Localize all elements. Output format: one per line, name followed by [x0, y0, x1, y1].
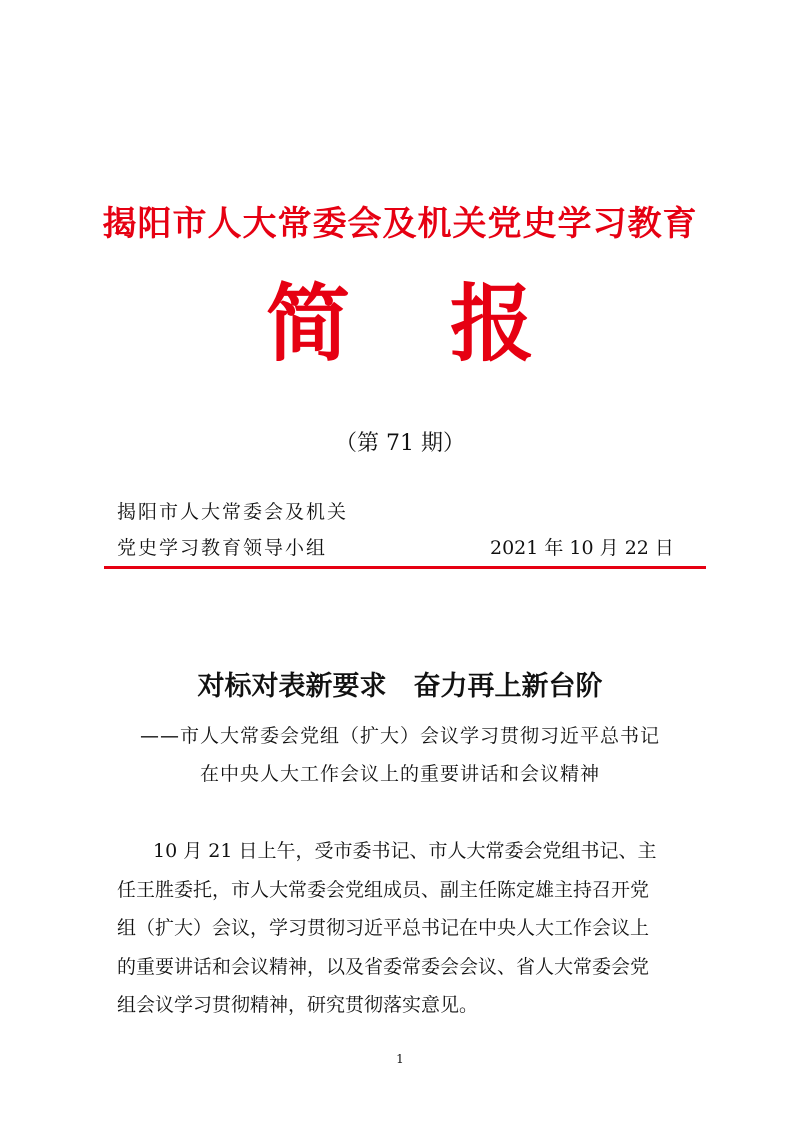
issuer-line-1: 揭阳市人大常委会及机关: [117, 501, 349, 523]
issue-date: 2021 年 10 月 22 日: [490, 537, 674, 559]
article-subtitle-line-2: 在中央人大工作会议上的重要讲话和会议精神: [199, 763, 600, 785]
article-title: 对标对表新要求 奋力再上新台阶: [197, 671, 603, 702]
body-line: 的重要讲话和会议精神，以及省委常委会会议、省人大常委会党: [117, 955, 650, 978]
body-line: 10 月 21 日上午，受市委书记、市人大常委会党组书记、主: [153, 840, 657, 862]
article-subtitle-line-1: ——市人大常委会党组（扩大）会议学习贯彻习近平总书记: [139, 725, 660, 747]
article-body: [117, 832, 683, 1025]
issuer-line-2: 党史学习教育领导小组: [117, 537, 328, 559]
red-divider: [104, 566, 706, 569]
page-number: 1: [396, 1052, 404, 1066]
issue-number: （第 71 期）: [335, 431, 465, 456]
org-title: 揭阳市人大常委会及机关党史学习教育: [102, 204, 698, 244]
body-line: 任王胜委托，市人大常委会党组成员、副主任陈定雄主持召开党: [117, 878, 650, 901]
body-line: 组（扩大）会议，学习贯彻习近平总书记在中央人大工作会议上: [117, 917, 650, 939]
issuer-block: [117, 494, 348, 566]
brief-title: 简报: [265, 274, 634, 373]
body-line: 组会议学习贯彻精神，研究贯彻落实意见。: [117, 994, 479, 1016]
